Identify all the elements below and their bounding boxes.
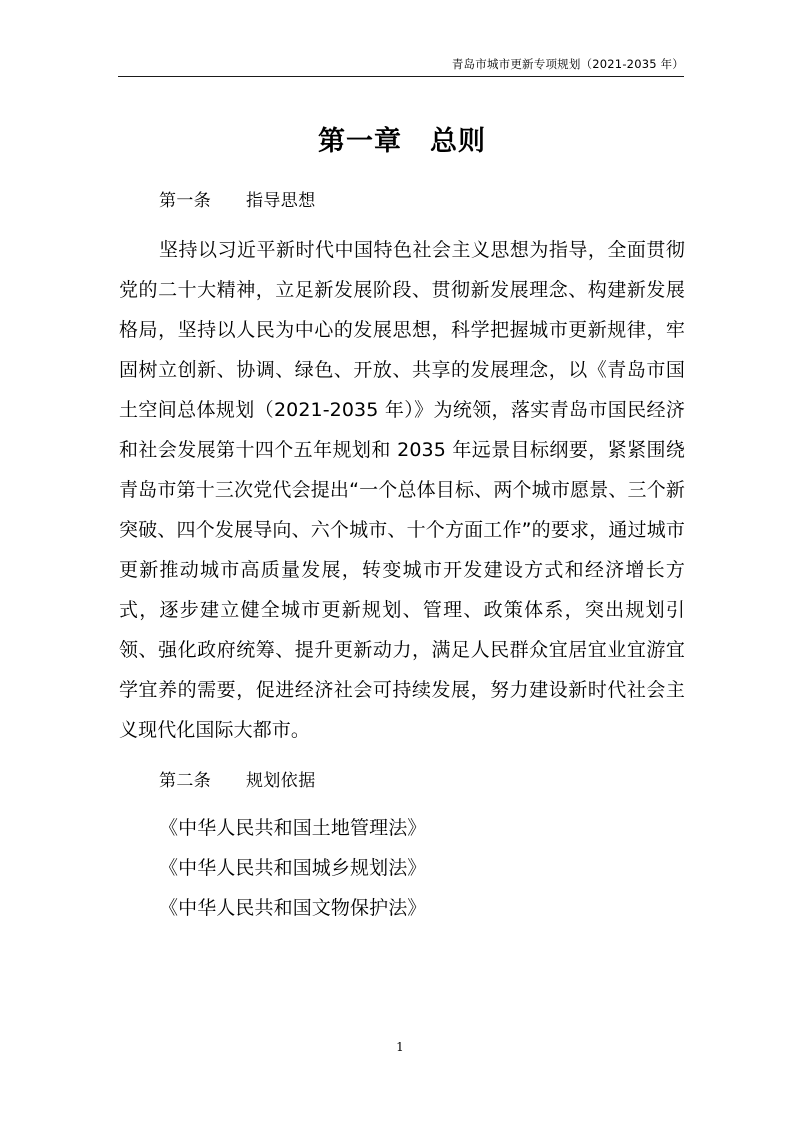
page-footer	[0, 1036, 800, 1055]
list-item: 《中华人民共和国文物保护法》	[159, 897, 427, 919]
section-spacer	[119, 750, 685, 764]
list-item: 《中华人民共和国城乡规划法》	[159, 857, 427, 879]
document-content	[119, 122, 685, 928]
running-header-title: 青岛市城市更新专项规划（2021-2035 年）	[451, 57, 684, 71]
article-heading-2: 第二条 规划依据	[159, 771, 316, 791]
planning-basis-law-list	[119, 808, 685, 928]
page-number: 1	[396, 1040, 404, 1054]
list-item: 《中华人民共和国土地管理法》	[159, 817, 427, 839]
article-body-1: 坚持以习近平新时代中国特色社会主义思想为指导，全面贯彻党的二十大精神，立足新发展阶段、贯彻新发展理念、构建新发展格局，坚持以人民为中心的发展思想，科学把握城市更新规律，牢固树立创新、协调、绿色、开放、共享的发展理念，以《青岛市国土空间总体规划（2021-2035 年）》为统领，落实青岛市国民经济和社会发展第十四个五年规划和 2035 年远景目标纲要，紧紧围绕青岛市第十三次党代会提出“一个总体目标、两个城市愿景、三个新突破、四个发展导向、六个城市、十个方面工作”的要求，通过城市更新推动城市高质量发展，转变城市开发建设方式和经济增长方式，逐步建立健全城市更新规划、管理、政策体系，突出规划引领、强化政府统筹、提升更新动力，满足人民群众宜居宜业宜游宜学宜养的需要，促进经济社会可持续发展，努力建设新时代社会主义现代化国际大都市。	[119, 239, 685, 741]
page-header	[118, 56, 684, 77]
header-divider-rule	[118, 76, 684, 77]
chapter-title: 第一章 总则	[318, 126, 486, 157]
article-heading-1: 第一条 指导思想	[159, 191, 316, 211]
